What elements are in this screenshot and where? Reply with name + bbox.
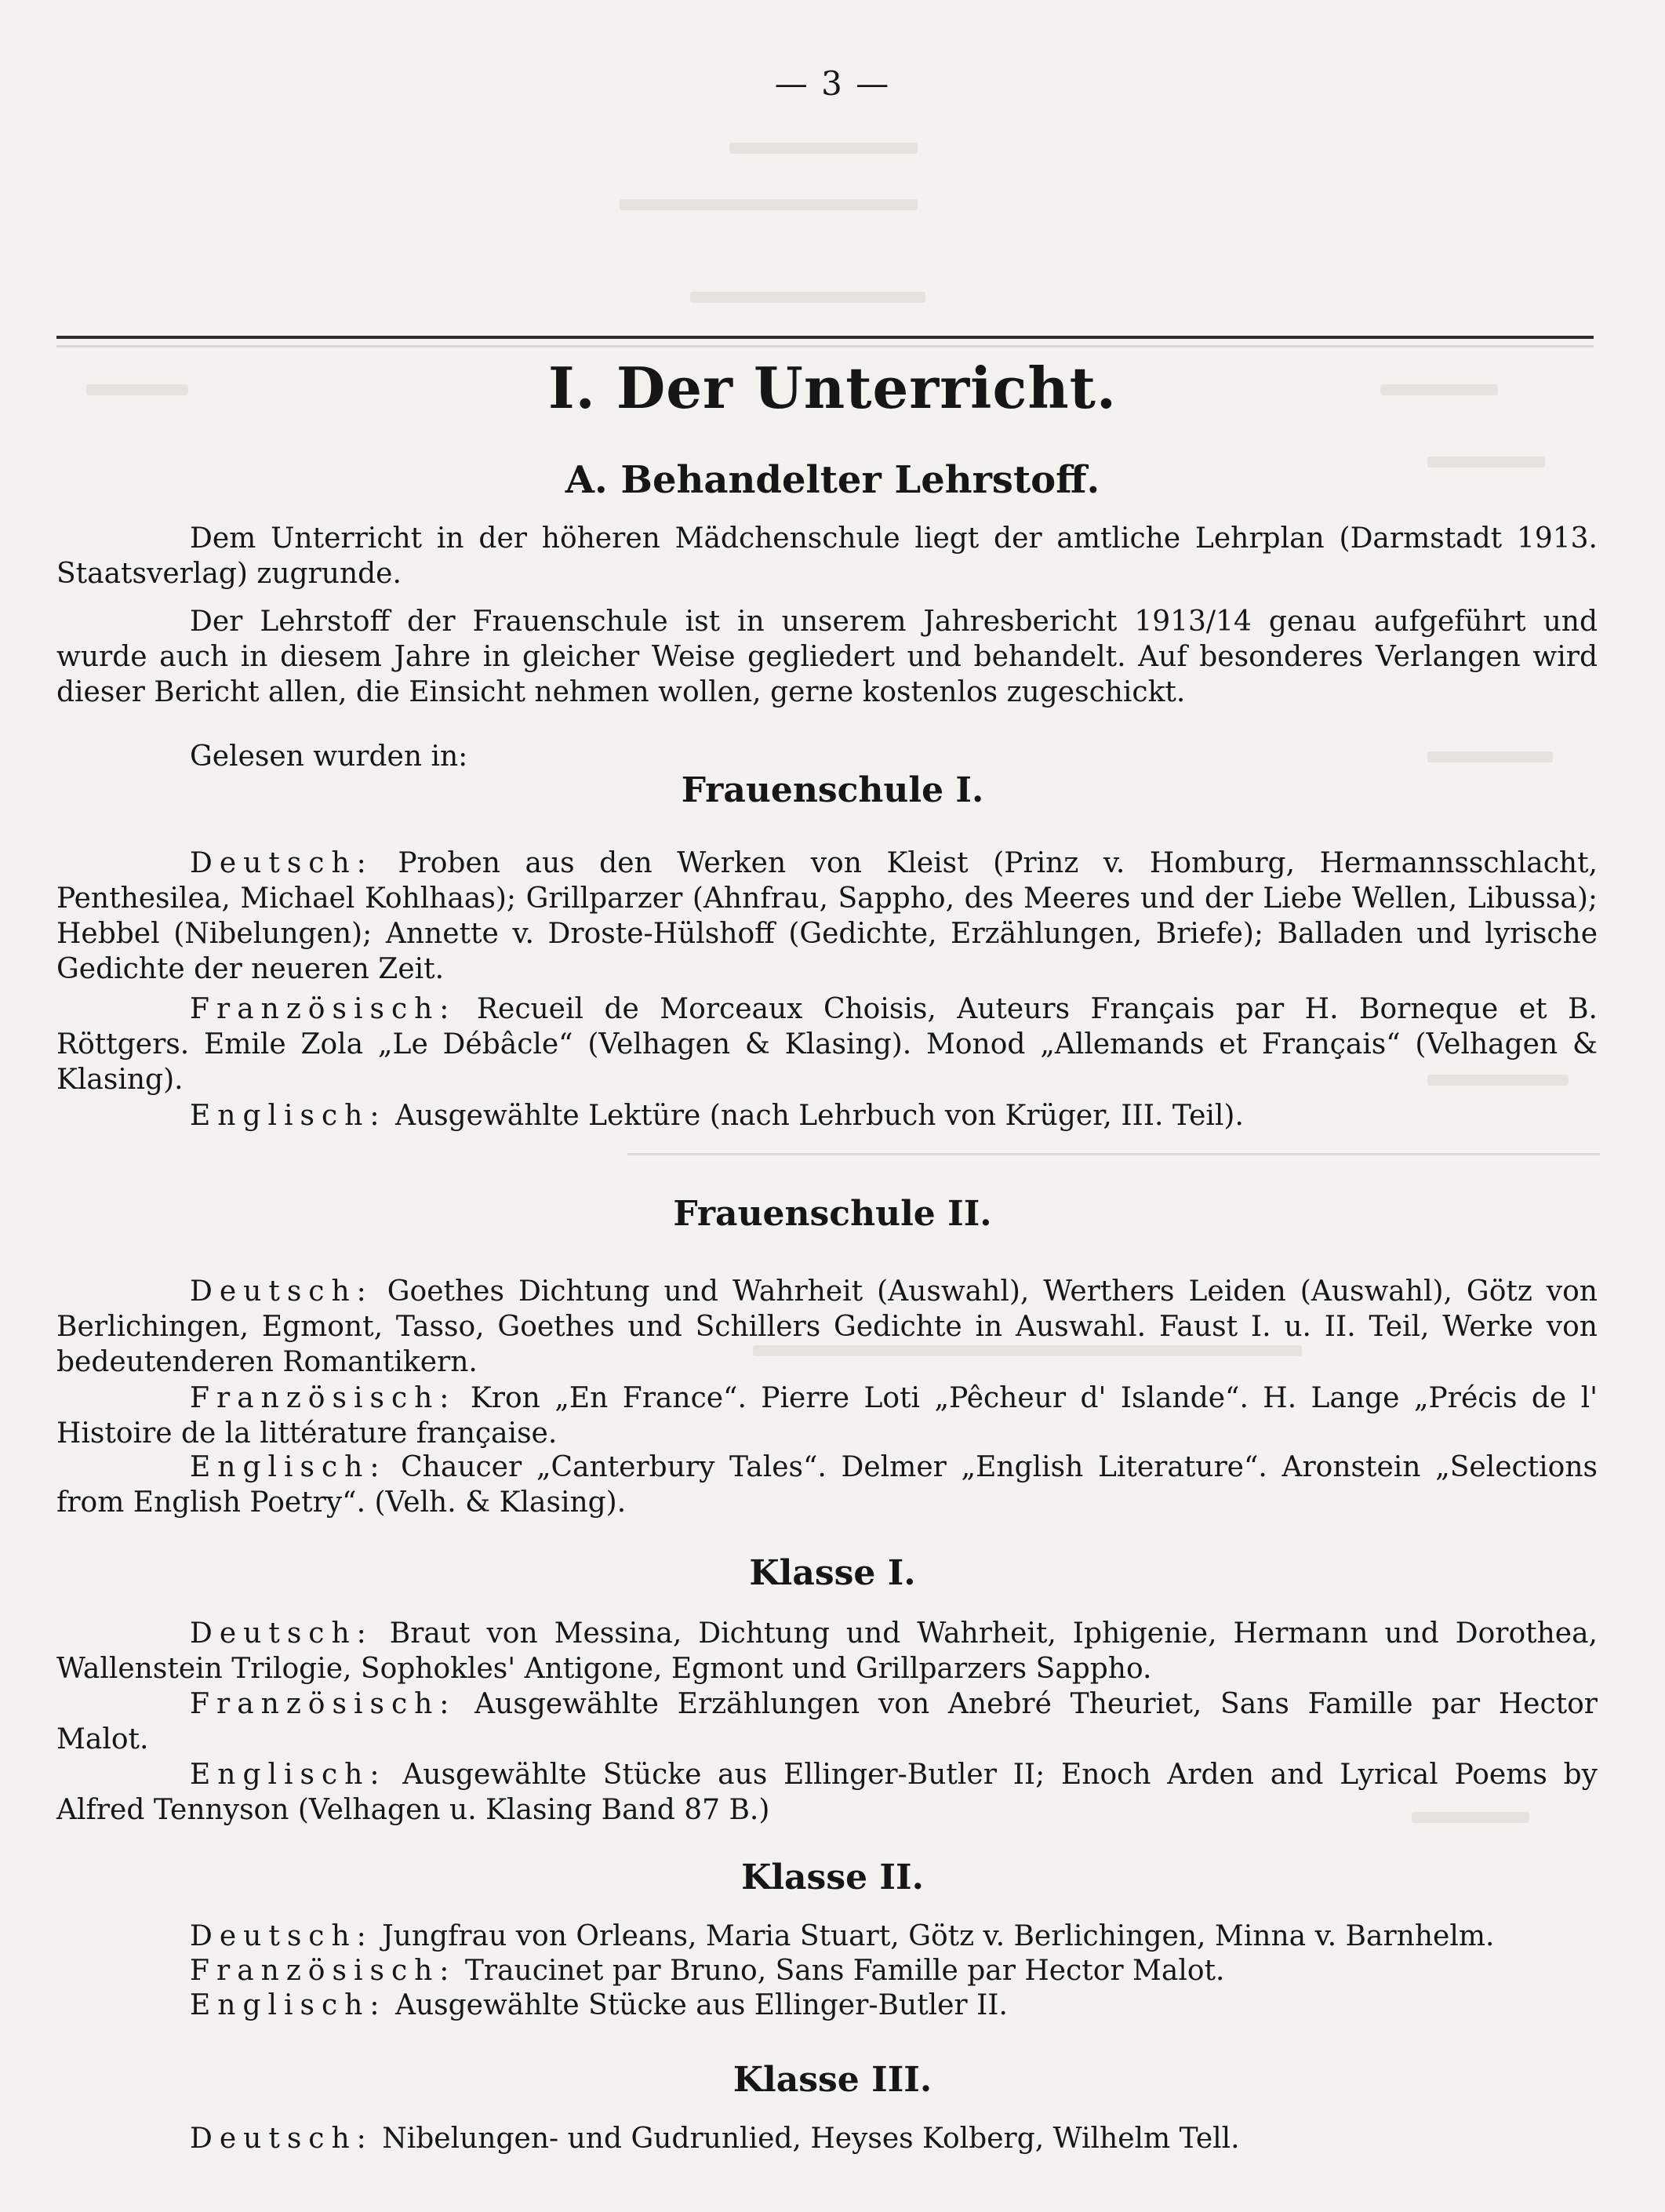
subject-text: Jungfrau von Orleans, Maria Stuart, Götz v. Berlichingen, Minna v. Barnhelm. — [382, 1920, 1495, 1952]
subject-text: Traucinet par Bruno, Sans Famille par Hector Malot. — [464, 1955, 1225, 1987]
fs1-englisch-entry — [56, 1098, 1598, 1133]
subject-label: Deutsch: — [190, 1275, 373, 1308]
subject-text: Ausgewählte Lektüre (nach Lehrbuch von Krüger, III. Teil). — [394, 1100, 1244, 1132]
chapter-title: I. Der Unterricht. — [548, 355, 1117, 421]
subject-label: Englisch: — [190, 1100, 387, 1132]
k2-franzoesisch-entry — [56, 1953, 1598, 1988]
section-heading-lehrstoff: A. Behandelter Lehrstoff. — [565, 458, 1100, 502]
subject-label: Deutsch: — [190, 2123, 373, 2155]
fs1-franzoesisch-entry — [56, 991, 1598, 1097]
paragraph-gelesen: Gelesen wurden in: — [190, 740, 468, 773]
subject-label: Englisch: — [190, 1989, 387, 2021]
k1-deutsch-entry — [56, 1616, 1598, 1686]
heading-frauenschule-2: Frauenschule II. — [673, 1194, 992, 1234]
subject-label: Französisch: — [190, 1382, 456, 1414]
subject-text: Chaucer „Canterbury Tales“. Delmer „English Literature“. Aronstein „Selections from English Poetry“. (Velh. & Klasing). — [56, 1451, 1598, 1519]
subject-text: Proben aus den Werken von Kleist (Prinz v. Homburg, Hermannsschlacht, Penthesilea, Michael Kohlhaas); Grillparzer (Ahnfrau, Sappho, des Meeres und der Liebe Wellen, Libussa); Hebbel (Nibelungen); Annette v. Droste-Hülshoff (Gedichte, Erzählungen, Briefe); Balladen und lyrische Gedichte der neueren Zeit. — [56, 847, 1598, 985]
page-number: — 3 — — [774, 64, 891, 103]
heading-frauenschule-1: Frauenschule I. — [681, 770, 984, 810]
fs1-deutsch-entry — [56, 846, 1598, 987]
k1-franzoesisch-entry — [56, 1686, 1598, 1757]
paragraph-lehrplan: Dem Unterricht in der höheren Mädchenschule liegt der amtliche Lehrplan (Darmstadt 1913. Staatsverlag) zugrunde. — [56, 522, 1598, 590]
subject-label: Deutsch: — [190, 1920, 373, 1952]
subject-text: Goethes Dichtung und Wahrheit (Auswahl), Werthers Leiden (Auswahl), Götz von Berlichingen, Egmont, Tasso, Goethes und Schillers Gedichte in Auswahl. Faust I. u. II. Teil, Werke von bedeutenderen Romantikern. — [56, 1275, 1598, 1378]
subject-label: Deutsch: — [190, 847, 373, 879]
k2-englisch-entry — [56, 1988, 1598, 2023]
subject-label: Französisch: — [190, 993, 456, 1025]
fs2-franzoesisch-entry — [56, 1381, 1598, 1451]
subject-text: Kron „En France“. Pierre Loti „Pêcheur d' Islande“. H. Lange „Précis de l' Histoire de la littérature française. — [56, 1382, 1598, 1450]
fs2-englisch-entry — [56, 1450, 1598, 1520]
subject-label: Englisch: — [190, 1759, 387, 1791]
subject-label: Französisch: — [190, 1955, 456, 1987]
header-rule — [56, 336, 1594, 339]
k2-deutsch-entry — [56, 1919, 1598, 1954]
fs2-deutsch-entry — [56, 1274, 1598, 1380]
subject-text: Ausgewählte Erzählungen von Anebré Theuriet, Sans Famille par Hector Malot. — [56, 1688, 1598, 1755]
paragraph-frauenschule-bericht: Der Lehrstoff der Frauenschule ist in unserem Jahresbericht 1913/14 genau aufgeführt und wurde auch in diesem Jahre in gleicher Weise gegliedert und behandelt. Auf besonderes Verlangen wird dieser Bericht allen, die Einsicht nehmen wollen, gerne kostenlos zugeschickt. — [56, 606, 1598, 708]
heading-klasse-1: Klasse I. — [749, 1553, 916, 1593]
subject-text: Ausgewählte Stücke aus Ellinger-Butler II; Enoch Arden and Lyrical Poems by Alfred Tennyson (Velhagen u. Klasing Band 87 B.) — [56, 1759, 1598, 1826]
k1-englisch-entry — [56, 1757, 1598, 1828]
subject-text: Nibelungen- und Gudrunlied, Heyses Kolberg, Wilhelm Tell. — [382, 2123, 1240, 2155]
subject-text: Braut von Messina, Dichtung und Wahrheit, Iphigenie, Hermann und Dorothea, Wallenstein Trilogie, Sophokles' Antigone, Egmont und Grillparzers Sappho. — [56, 1617, 1598, 1685]
subject-label: Englisch: — [190, 1451, 387, 1483]
subject-text: Recueil de Morceaux Choisis, Auteurs Français par H. Borneque et B. Röttgers. Emile Zola „Le Débâcle“ (Velhagen & Klasing). Monod „Allemands et Français“ (Velhagen & Klasing). — [56, 993, 1598, 1096]
heading-klasse-2: Klasse II. — [741, 1857, 924, 1897]
subject-label: Französisch: — [190, 1688, 456, 1720]
k3-deutsch-entry — [56, 2121, 1598, 2156]
heading-klasse-3: Klasse III. — [733, 2060, 932, 2100]
subject-label: Deutsch: — [190, 1617, 373, 1650]
subject-text: Ausgewählte Stücke aus Ellinger-Butler II. — [394, 1989, 1008, 2021]
